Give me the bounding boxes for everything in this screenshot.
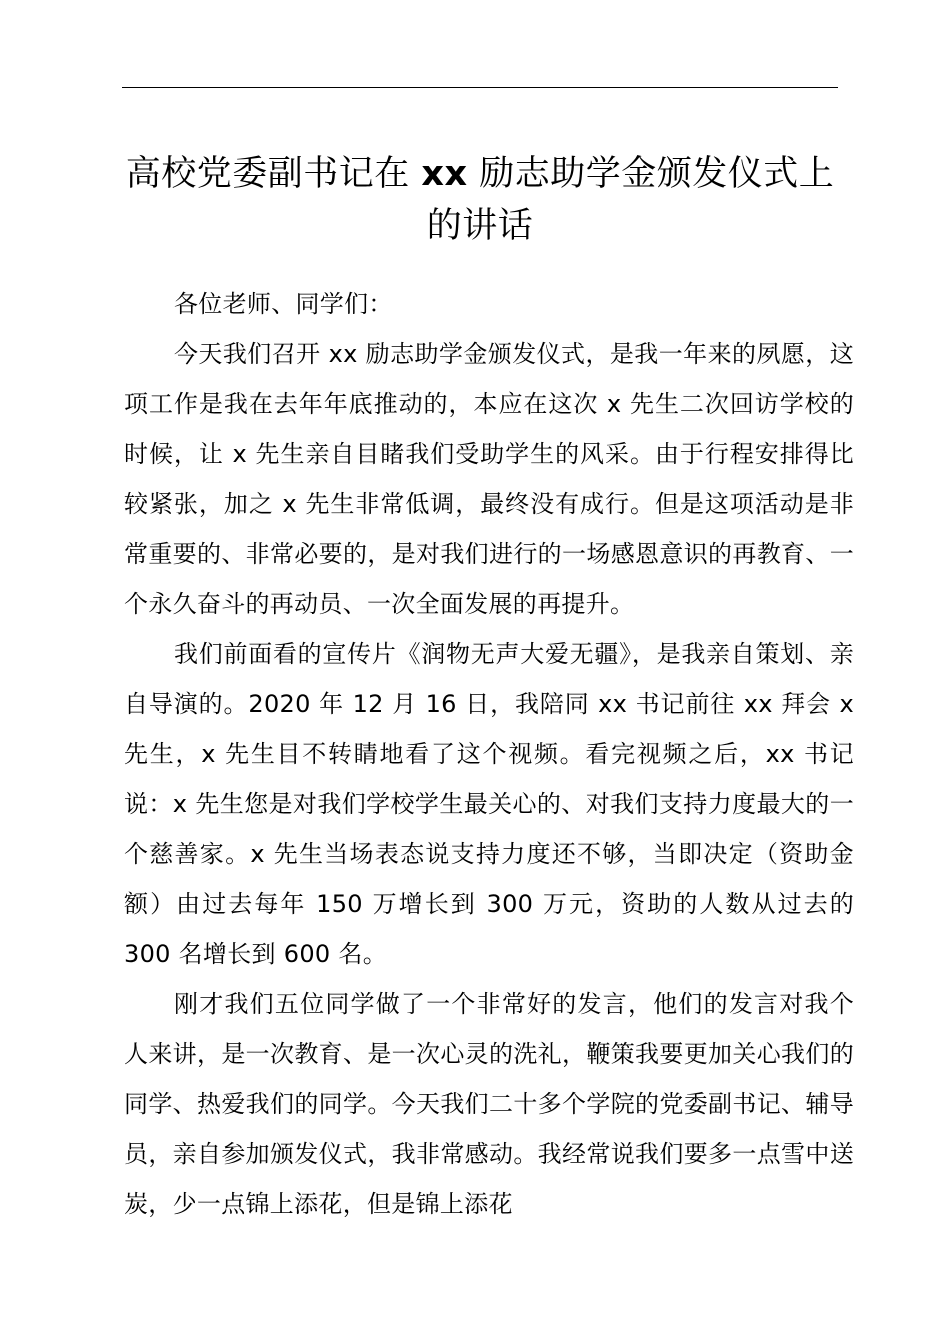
- salutation: 各位老师、同学们：: [174, 290, 393, 318]
- title-part-2: 励志助学金颁发仪式上的讲话: [426, 154, 835, 246]
- paragraph-3: 刚才我们五位同学做了一个非常好的发言，他们的发言对我个人来讲，是一次教育、是一次心灵的洗礼，鞭策我要更加关心我们的同学、热爱我们的同学。今天我们二十多个学院的党委副书记、辅导员，亲自参加颁发仪式，我非常感动。我经常说我们要多一点雪中送炭，少一点锦上添花，但是锦上添花: [124, 990, 854, 1218]
- title-part-1: 高校党委副书记在: [125, 154, 422, 194]
- header-rule: [122, 87, 838, 88]
- document-title: [110, 148, 850, 252]
- document-body: [124, 279, 854, 1229]
- paragraph-2: 我们前面看的宣传片《润物无声大爱无疆》，是我亲自策划、亲自导演的。2020 年 12 月 16 日，我陪同 xx 书记前往 xx 拜会 x 先生，x 先生目不转睛地看了这个视频。看完视频之后，xx 书记说：x 先生您是对我们学校学生最关心的、对我们支持力度最大的一个慈善家。x 先生当场表态说支持力度还不够，当即决定（资助金额）由过去每年 150 万增长到 300 万元，资助的人数从过去的 300 名增长到 600 名。: [124, 640, 854, 968]
- title-bold-xx: xx: [421, 154, 468, 194]
- paragraph-1: 今天我们召开 xx 励志助学金颁发仪式，是我一年来的夙愿，这项工作是我在去年年底推动的，本应在这次 x 先生二次回访学校的时候，让 x 先生亲自目睹我们受助学生的风采。由于行程安排得比较紧张，加之 x 先生非常低调，最终没有成行。但是这项活动是非常重要的、非常必要的，是对我们进行的一场感恩意识的再教育、一个永久奋斗的再动员、一次全面发展的再提升。: [124, 340, 854, 618]
